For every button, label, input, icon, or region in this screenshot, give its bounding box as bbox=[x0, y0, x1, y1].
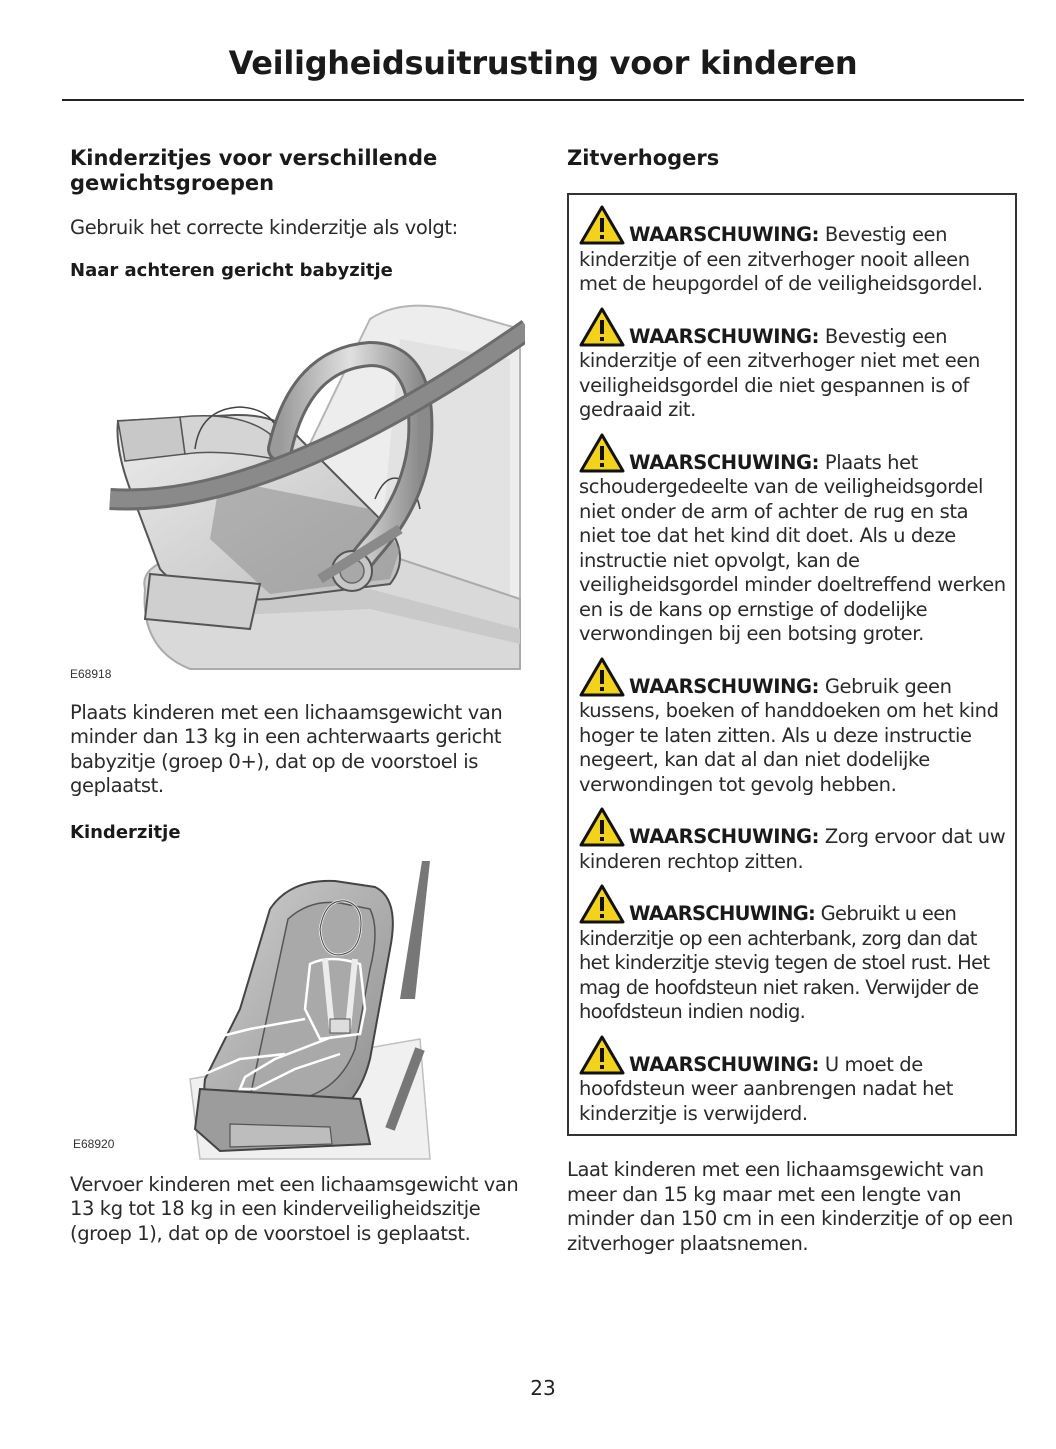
page-title: Veiligheidsuitrusting voor kinderen bbox=[228, 44, 858, 82]
warning-text: U moet de hoofdsteun weer aanbrengen nadat het kinderzitje is verwijderd. bbox=[579, 1052, 953, 1125]
warning-label: WAARSCHUWING: bbox=[629, 1052, 820, 1076]
warning-text: Bevestig een kinderzitje of een zitverhoger nooit alleen met de heupgordel of de veiligheidsgordel. bbox=[579, 223, 983, 295]
babyzitje-text: Plaats kinderen met een lichaamsgewicht van minder dan 13 kg in een achterwaarts gericht babyzitje (groep 0+), dat op de voorstoel is geplaatst. bbox=[70, 700, 503, 797]
warning-item-5 bbox=[579, 807, 1007, 874]
warning-triangle-icon bbox=[579, 205, 625, 245]
warning-text: Zorg ervoor dat uw kinderen rechtop zitten. bbox=[579, 825, 1006, 873]
right-column bbox=[567, 142, 1017, 1256]
kinderzitje-text: Vervoer kinderen met een lichaamsgewicht van 13 kg tot 18 kg in een kinderveiligheidszitje (groep 1), dat op de voorstoel is geplaatst. bbox=[70, 1172, 519, 1245]
warning-text: Bevestig een kinderzitje of een zitverhoger niet met een veiligheidsgordel die niet gespannen is of gedraaid zit. bbox=[579, 324, 980, 421]
warning-label: WAARSCHUWING: bbox=[629, 674, 820, 698]
warning-triangle-icon bbox=[579, 884, 625, 924]
warning-triangle-icon bbox=[579, 807, 625, 847]
left-column bbox=[70, 142, 525, 1246]
figure-rear-facing-baby-seat bbox=[70, 299, 525, 679]
warning-label: WAARSCHUWING: bbox=[629, 902, 816, 925]
warning-text: Gebruik geen kussens, boeken of handdoeken om het kind hoger te laten zitten. Als u deze instructie negeert, kan dat al dan niet dodelijke verwondingen tot gevolg hebben. bbox=[579, 674, 999, 796]
warning-triangle-icon bbox=[579, 657, 625, 697]
warning-item-1 bbox=[579, 205, 1007, 297]
section-title-kinderzitje: Kinderzitje bbox=[70, 821, 181, 843]
warning-item-7 bbox=[579, 1035, 1007, 1127]
right-heading: Zitverhogers bbox=[567, 146, 720, 170]
child-seat-illustration bbox=[70, 859, 525, 1161]
title-rule bbox=[62, 99, 1024, 101]
warning-label: WAARSCHUWING: bbox=[629, 223, 820, 246]
figure-child-seat bbox=[70, 859, 525, 1161]
warning-triangle-icon bbox=[579, 1035, 625, 1075]
warning-label: WAARSCHUWING: bbox=[629, 450, 820, 474]
left-heading: Kinderzitjes voor verschillende gewichtsgroepen bbox=[70, 146, 438, 195]
warning-label: WAARSCHUWING: bbox=[629, 324, 820, 348]
warning-text: Plaats het schoudergedeelte van de veiligheidsgordel niet onder de arm of achter de rug en sta niet toe dat het kind dit doet. Als u deze instructie niet opvolgt, kan de veiligheidsgordel minder doeltreffend werken en is de kans op ernstige of dodelijke verwondingen bij een botsing groter. bbox=[579, 450, 1006, 645]
rear-facing-baby-seat-illustration bbox=[70, 299, 525, 679]
closing-text: Laat kinderen met een lichaamsgewicht van meer dan 15 kg maar met een lengte van minder dan 150 cm in een kinderzitje of op een zitverhoger plaatsnemen. bbox=[567, 1158, 1013, 1255]
figure-label-e68918: E68918 bbox=[70, 666, 112, 681]
figure-label-e68920: E68920 bbox=[73, 1136, 115, 1151]
warning-item-3 bbox=[579, 433, 1007, 647]
warning-item-4 bbox=[579, 657, 1007, 798]
warning-item-2 bbox=[579, 307, 1007, 423]
warning-item-6 bbox=[579, 884, 1007, 1025]
warning-triangle-icon bbox=[579, 433, 625, 473]
page-number: 23 bbox=[530, 1376, 556, 1400]
warning-label: WAARSCHUWING: bbox=[629, 825, 820, 848]
warning-box bbox=[567, 193, 1017, 1136]
warning-triangle-icon bbox=[579, 307, 625, 347]
intro-text: Gebruik het correcte kinderzitje als volgt: bbox=[70, 216, 458, 239]
warning-text: Gebruikt u een kinderzitje op een achterbank, zorg dan dat het kinderzitje stevig tegen de stoel rust. Het mag de hoofdsteun niet raken. Verwijder de hoofdsteun indien nodig. bbox=[579, 902, 990, 1023]
section-title-babyzitje: Naar achteren gericht babyzitje bbox=[70, 259, 393, 281]
